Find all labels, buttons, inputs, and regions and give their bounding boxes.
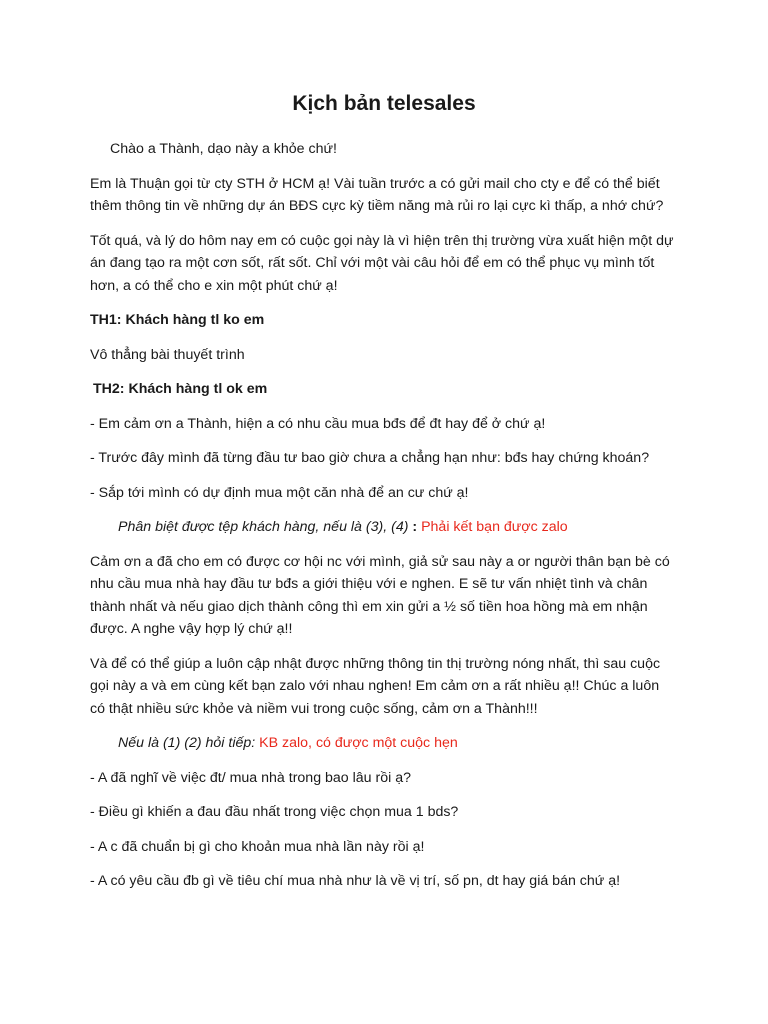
followup-item: - A có yêu cầu đb gì về tiêu chí mua nhà như là về vị trí, số pn, dt hay giá bán chứ ạ!: [90, 873, 621, 889]
greeting-paragraph: Chào a Thành, dạo này a khỏe chứ!: [110, 141, 337, 157]
reason-paragraph: Tốt quá, và lý do hôm nay em có cuộc gọi này là vì hiện trên thị trường vừa xuất hiện một dự án đang tạo ra một cơn sốt, rất sốt. Chỉ với một vài câu hỏi để em có thể phục vụ mình tốt hơn, a có thể cho e xin một phút chứ ạ!: [90, 232, 674, 294]
th1-heading: TH1: Khách hàng tl ko em: [90, 312, 265, 328]
note-italic-text: Phân biệt được tệp khách hàng, nếu là (3), (4): [118, 519, 409, 535]
intro-paragraph: Em là Thuận gọi từ cty STH ở HCM ạ! Vài tuần trước a có gửi mail cho cty e để có thể biết thêm thông tin về những dự án BĐS cực kỳ tiềm năng mà rủi ro lại cực kì thấp, a nhớ chứ?: [90, 175, 664, 214]
question-item: - Em cảm ơn a Thành, hiện a có nhu cầu mua bđs để đt hay để ở chứ ạ!: [90, 415, 546, 432]
document-title: Kịch bản telesales: [292, 92, 476, 115]
note-italic-text: Nếu là (1) (2) hỏi tiếp:: [118, 735, 256, 751]
note-separator: :: [408, 519, 422, 535]
th1-text: Vô thẳng bài thuyết trình: [90, 346, 245, 363]
thanks-paragraph-1: Cảm ơn a đã cho em có được cơ hội nc với mình, giả sử sau này a or người thân bạn bè có nhu cầu mua nhà hay đầu tư bđs a giới thiệu với e nghen. E sẽ tư vấn nhiệt tình và chân thành nhất và nếu giao dịch thành công thì em xin gửi a ½ số tiền hoa hồng mà em nhận được. A nghe vậy hợp lý chứ ạ!!: [90, 553, 670, 637]
note-red-text: Phải kết bạn được zalo: [421, 519, 568, 535]
thanks-paragraph-2: Và để có thể giúp a luôn cập nhật được những thông tin thị trường nóng nhất, thì sau cuộc gọi này a và em cùng kết bạn zalo với nhau nghen! Em cảm ơn a rất nhiều ạ!! Chúc a luôn có thật nhiều sức khỏe và niềm vui trong cuộc sống, cảm ơn a Thành!!!: [90, 655, 661, 717]
question-item: - Sắp tới mình có dự định mua một căn nhà để an cư chứ ạ!: [90, 484, 469, 501]
followup-item: - A đã nghĩ về việc đt/ mua nhà trong bao lâu rồi ạ?: [90, 769, 412, 786]
followup-item: - A c đã chuẩn bị gì cho khoản mua nhà lần này rồi ạ!: [90, 838, 425, 855]
followup-item: - Điều gì khiến a đau đầu nhất trong việc chọn mua 1 bds?: [90, 804, 459, 820]
question-item: - Trước đây mình đã từng đầu tư bao giờ chưa a chẳng hạn như: bđs hay chứng khoán?: [90, 450, 650, 466]
note-red-text: KB zalo, có được một cuộc hẹn: [255, 735, 458, 751]
note-followup: [90, 732, 678, 755]
th2-heading: TH2: Khách hàng tl ok em: [93, 381, 268, 397]
note-customer-segment: [90, 516, 678, 539]
